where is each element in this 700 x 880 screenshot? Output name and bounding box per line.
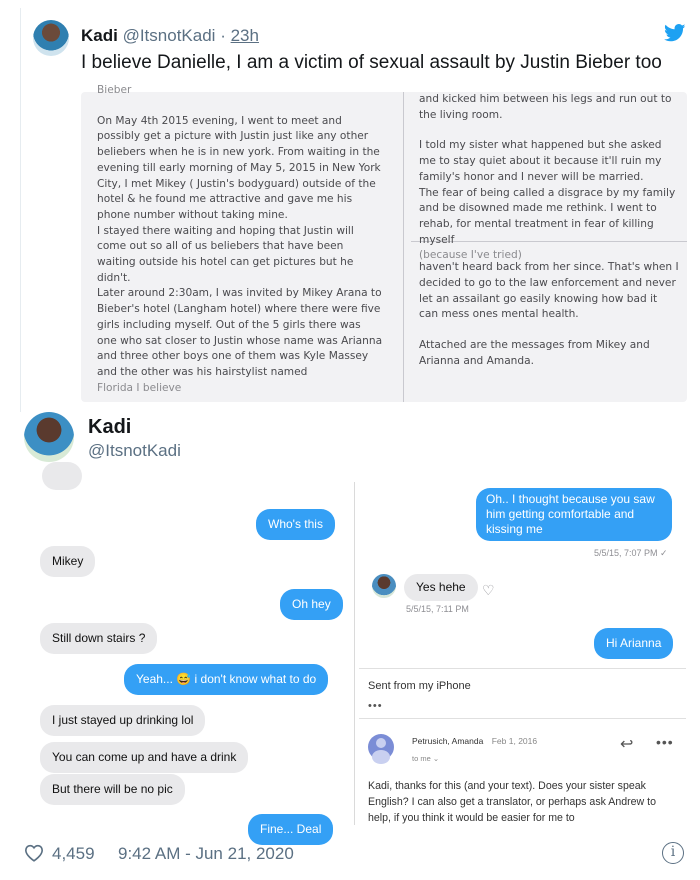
chat-bubble-sent: Yeah... 😅 i don't know what to do	[124, 664, 328, 695]
statement-cutoff-right: (because I've tried)	[419, 249, 522, 262]
email-sender-name: Petrusich, Amanda	[412, 736, 484, 746]
heart-icon[interactable]	[24, 844, 44, 862]
chat-bubble-sent: Hi Arianna	[594, 628, 673, 659]
quoted-tweet[interactable]	[20, 8, 692, 412]
chat-bubble-received: I just stayed up drinking lol	[40, 705, 205, 736]
email-sender	[412, 736, 537, 746]
twitter-bird-icon[interactable]	[664, 24, 686, 42]
quoted-text-dots[interactable]: •••	[368, 700, 383, 712]
chat-bubble-received: You can come up and have a drink	[40, 742, 248, 773]
tweet-timestamp[interactable]: 9:42 AM - Jun 21, 2020	[118, 844, 294, 863]
statement-image[interactable]	[81, 84, 687, 402]
statement-divider	[403, 92, 404, 402]
statement-paragraph: I told my sister what happened but she asked me to stay quiet about it because it'll ruin my family's honor and I never will be married.	[419, 139, 662, 183]
statement-paragraph: Attached are the messages from Mikey and Arianna and Amanda.	[419, 339, 650, 367]
statement-paragraph: I stayed there waiting and hoping that Justin will come out so all of us beliebers that have been waiting outside his hotel can get pictures but he didn't.	[97, 224, 354, 284]
chat-bubble-sent: Who's this	[256, 509, 335, 540]
email-recipient[interactable]: to me ⌄	[412, 754, 440, 763]
statement-paragraph: haven't heard back from her since. That's when I decided to go to the law enforcement and never let an assailant go easily knowing how bad it can mess ones mental health.	[419, 261, 679, 321]
like-count[interactable]: 4,459	[52, 844, 95, 863]
message-timestamp: 5/5/15, 7:07 PM ✓	[594, 548, 668, 558]
statement-right-column	[419, 92, 679, 402]
chat-bubble-received: Still down stairs ?	[40, 623, 157, 654]
email-separator	[359, 668, 686, 669]
contact-avatar	[372, 574, 396, 598]
screenshot-divider	[354, 482, 355, 825]
reply-arrow-icon[interactable]: ↩	[620, 736, 634, 753]
author-handle[interactable]: @ItsnotKadi	[88, 441, 181, 460]
chat-bubble-sent: Fine... Deal	[248, 814, 333, 845]
chat-bubble-received: Mikey	[40, 546, 95, 577]
statement-left-column	[97, 84, 383, 402]
author-name[interactable]: Kadi	[88, 416, 132, 438]
separator-dot: ·	[220, 26, 226, 45]
email-body: Kadi, thanks for this (and your text). Does your sister speak English? I can also get a translator, or perhaps ask Andrew to help, if you think it would be easier for me to	[368, 780, 656, 824]
email-signature: Sent from my iPhone	[368, 680, 471, 692]
quoted-author-handle[interactable]: @ItsnotKadi	[122, 26, 216, 45]
statement-cutoff-top: Bieber	[97, 84, 132, 96]
email-separator	[359, 718, 686, 719]
chat-bubble-sent: Oh.. I thought because you saw him getting comfortable and kissing me	[476, 488, 672, 541]
quoted-timestamp-link[interactable]: 23h	[230, 26, 259, 45]
quoted-tweet-text: I believe Danielle, I am a victim of sexual assault by Justin Bieber too	[81, 52, 662, 73]
tweet-footer	[24, 842, 684, 868]
chat-bubble-received: Yes hehe	[404, 574, 478, 601]
add-reaction-icon[interactable]: ♡	[482, 582, 495, 598]
info-icon[interactable]: i	[662, 842, 684, 864]
statement-cutoff-bottom: Florida I believe	[97, 381, 182, 394]
statement-paragraph: Later around 2:30am, I was invited by Mikey Arana to Bieber's hotel (Langham hotel) where there were five girls including myself. Out of the 5 girls there was one who sat closer to Justin whose name was Arianna and three other boys one of them was Kyle Massey and the other was his hairstylist named	[97, 287, 383, 378]
chat-bubble-cropped	[42, 462, 82, 490]
email-date: Feb 1, 2016	[491, 736, 538, 746]
message-timestamp: 5/5/15, 7:11 PM	[406, 604, 469, 614]
sender-avatar-icon	[368, 734, 394, 760]
statement-paragraph: and kicked him between his legs and run out to the living room.	[419, 93, 672, 121]
chat-bubble-sent: Oh hey	[280, 589, 343, 620]
author-avatar[interactable]	[24, 412, 74, 462]
quoted-tweet-header	[81, 26, 259, 46]
quoted-author-name[interactable]: Kadi	[81, 26, 118, 45]
quoted-avatar[interactable]	[33, 20, 69, 56]
statement-paragraph: The fear of being called a disgrace by my family and be disowned made me rethink. I went to rehab, for mental treatment in fear of killing myself	[419, 186, 676, 246]
attached-screenshots[interactable]	[24, 482, 686, 836]
statement-paragraph: On May 4th 2015 evening, I went to meet and possibly get a picture with Justin just like any other beliebers when he is in new york. From waiting in the evening till early morning of May 5, 2015 in New York City, I met Mikey ( Justin's bodyguard) outside of the hotel & he found me attractive and gave me his phone number without taking mine.	[97, 114, 381, 221]
more-options-icon[interactable]: •••	[656, 734, 674, 750]
chat-bubble-received: But there will be no pic	[40, 774, 185, 805]
